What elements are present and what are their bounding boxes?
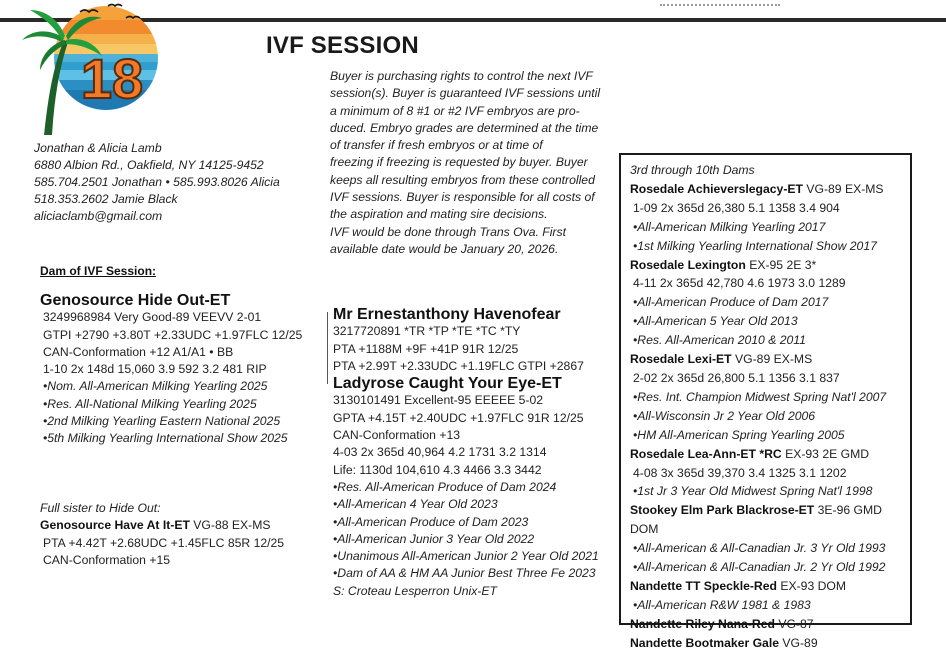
farm-logo — [18, 0, 178, 135]
dam-name: Genosource Hide Out-ET — [40, 292, 231, 309]
sire-line: PTA +2.99T +2.33UDC +1.19FLC GTPI +2867 — [333, 358, 584, 373]
ancestor-entry — [630, 577, 910, 596]
ancestor-name: Stookey Elm Park Blackrose-ET — [630, 503, 815, 518]
ancestor-entry — [630, 445, 910, 464]
dam-section — [40, 292, 302, 448]
description-line: IVF would be done through Trans Ova. First — [330, 224, 566, 239]
ancestor-award: •All-American & All-Canadian Jr. 2 Yr Old 1992 — [633, 560, 886, 575]
ancestor-name: Nandette TT Speckle-Red — [630, 578, 777, 593]
contact-line: 6880 Albion Rd., Oakfield, NY 14125-9452 — [34, 158, 264, 172]
ancestor-award: •Res. All-American 2010 & 2011 — [633, 333, 806, 348]
ancestor-award: •HM All-American Spring Yearling 2005 — [633, 427, 845, 442]
ancestor-score: EX-95 2E 3* — [745, 257, 817, 272]
contact-line: 518.353.2602 Jamie Black — [34, 192, 178, 206]
contact-info — [34, 140, 280, 225]
ancestor-score: VG-89 EX-MS — [802, 181, 884, 196]
description-line: available date would be January 20, 2026. — [330, 241, 559, 256]
description-line: the aspiration and mating sire decisions. — [330, 207, 548, 222]
ancestor-score: 3E-96 GMD DOM — [630, 503, 882, 537]
ancestor-name: Nandette Riley Nana-Red — [630, 616, 775, 631]
description-line: freezing if freezing is requested by buyer. Buyer — [330, 155, 588, 170]
ancestor-record: 2-02 2x 365d 26,800 5.1 1356 3.1 837 — [633, 370, 840, 385]
ancestor-score: VG-89 — [779, 635, 818, 650]
ancestor-award: •1st Milking Yearling International Show 2017 — [633, 238, 877, 253]
ancestor-dams-box — [619, 153, 912, 650]
ancestor-award: •All-Wisconsin Jr 2 Year Old 2006 — [633, 408, 816, 423]
ancestor-award: •1st Jr 3 Year Old Midwest Spring Nat'l 1998 — [633, 484, 873, 499]
ancestor-entry — [630, 634, 910, 653]
second-dam-name: Ladyrose Caught Your Eye-ET — [333, 375, 562, 393]
page-title: IVF SESSION — [266, 32, 419, 59]
dam-award: •5th Milking Yearling International Show 2025 — [43, 431, 288, 446]
second-dam-line: 3130101491 Excellent-95 EEEEE 5-02 — [333, 393, 544, 408]
ancestor-award: •All-American R&W 1981 & 1983 — [633, 597, 811, 612]
second-dam-award: •All-American Junior 3 Year Old 2022 — [333, 531, 535, 546]
ancestor-record: 4-08 3x 365d 39,370 3.4 1325 3.1 1202 — [633, 465, 847, 480]
sister-section — [40, 500, 284, 569]
ancestor-score: VG-87 — [774, 616, 814, 631]
description-line: a minimum of 8 #1 or #2 IVF embryos are pro- — [330, 103, 580, 118]
description-line: keeps all resulting embryos from these controlled — [330, 172, 595, 187]
second-dam-award: •Res. All-American Produce of Dam 2024 — [333, 479, 557, 494]
ancestor-entry — [630, 180, 910, 199]
sire-name: Mr Ernestanthony Havenofear — [333, 306, 561, 323]
dam-line: 1-10 2x 148d 15,060 3.9 592 3.2 481 RIP — [43, 362, 267, 377]
dam-heading: Dam of IVF Session: — [40, 264, 157, 278]
second-dam-award: •All-American 4 Year Old 2023 — [333, 497, 498, 512]
logo-number: 18 — [80, 47, 144, 110]
ancestor-name: Nandette Bootmaker Gale — [630, 635, 779, 650]
ancestor-score: EX-93 DOM — [776, 578, 847, 593]
contact-line: 585.704.2501 Jonathan • 585.993.8026 Alicia — [34, 175, 280, 189]
description-line: session(s). Buyer is guaranteed IVF sessions until — [330, 86, 601, 101]
sire-section — [333, 306, 599, 600]
ivf-description — [330, 68, 615, 258]
sister-intro: Full sister to Hide Out: — [40, 501, 161, 515]
contact-line: aliciaclamb@gmail.com — [34, 209, 163, 223]
header-dotted-rule — [660, 0, 780, 6]
second-dam-line: 4-03 2x 365d 40,964 4.2 1731 3.2 1314 — [333, 445, 547, 460]
ancestor-award: •All-American Milking Yearling 2017 — [633, 219, 826, 234]
dam-line: GTPI +2790 +3.80T +2.33UDC +1.97FLC 12/25 — [43, 327, 303, 342]
second-dam-award: •Unanimous All-American Junior 2 Year Old 2021 — [333, 549, 599, 564]
sister-score: VG-88 EX-MS — [189, 518, 271, 533]
sister-name: Genosource Have At It-ET — [40, 518, 190, 533]
ancestor-score: VG-89 EX-MS — [731, 352, 813, 367]
ancestor-name: Rosedale Lexington — [630, 257, 746, 272]
ancestor-entry — [630, 615, 910, 634]
dam-award: •Nom. All-American Milking Yearling 2025 — [43, 379, 268, 394]
ancestor-name: Rosedale Achieverslegacy-ET — [630, 181, 803, 196]
second-dam-award: •Dam of AA & HM AA Junior Best Three Fe 2023 — [333, 566, 596, 581]
second-dam-award: •All-American Produce of Dam 2023 — [333, 514, 529, 529]
ancestor-heading: 3rd through 10th Dams — [630, 163, 755, 177]
sire-line: PTA +1188M +9F +41P 91R 12/25 — [333, 341, 519, 356]
dam-award: •Res. All-National Milking Yearling 2025 — [43, 396, 257, 411]
ancestor-entry — [630, 256, 910, 275]
ancestor-record: 1-09 2x 365d 26,380 5.1 1358 3.4 904 — [633, 200, 840, 215]
ancestor-entry — [630, 501, 910, 539]
sire-line: 3217720891 *TR *TP *TE *TC *TY — [333, 324, 521, 339]
ancestor-dams-list — [630, 161, 910, 653]
sister-line: CAN-Conformation +15 — [43, 552, 171, 567]
description-line: duced. Embryo grades are determined at the time — [330, 120, 599, 135]
description-line: of transfer if fresh embryos or at time of — [330, 138, 543, 153]
second-dam-line: Life: 1130d 104,610 4.3 4466 3.3 3442 — [333, 462, 542, 477]
second-dam-line: CAN-Conformation +13 — [333, 428, 461, 443]
description-line: Buyer is purchasing rights to control the next IVF — [330, 69, 593, 83]
second-dam-sire: S: Croteau Lesperron Unix-ET — [333, 583, 497, 598]
ancestor-award: •All-American & All-Canadian Jr. 3 Yr Old 1993 — [633, 541, 886, 556]
ancestor-entry — [630, 350, 910, 369]
second-dam-line: GPTA +4.15T +2.40UDC +1.97FLC 91R 12/25 — [333, 410, 584, 425]
ancestor-award: •All-American Produce of Dam 2017 — [633, 295, 829, 310]
dam-line: 3249968984 Very Good-89 VEEVV 2-01 — [43, 310, 262, 325]
ancestor-score: EX-93 2E GMD — [781, 446, 870, 461]
sire-divider — [327, 312, 328, 384]
ancestor-award: •All-American 5 Year Old 2013 — [633, 314, 798, 329]
dam-line: CAN-Conformation +12 A1/A1 • BB — [43, 344, 234, 359]
ancestor-name: Rosedale Lexi-ET — [630, 352, 732, 367]
ancestor-award: •Res. Int. Champion Midwest Spring Nat'l 2007 — [633, 389, 887, 404]
sister-line: PTA +4.42T +2.68UDC +1.45FLC 85R 12/25 — [43, 535, 285, 550]
ancestor-name: Rosedale Lea-Ann-ET *RC — [630, 446, 782, 461]
ancestor-record: 4-11 2x 365d 42,780 4.6 1973 3.0 1289 — [633, 276, 846, 291]
dam-award: •2nd Milking Yearling Eastern National 2025 — [43, 414, 281, 429]
contact-line: Jonathan & Alicia Lamb — [34, 141, 162, 155]
description-line: IVF sessions. Buyer is responsible for all costs of — [330, 190, 595, 205]
